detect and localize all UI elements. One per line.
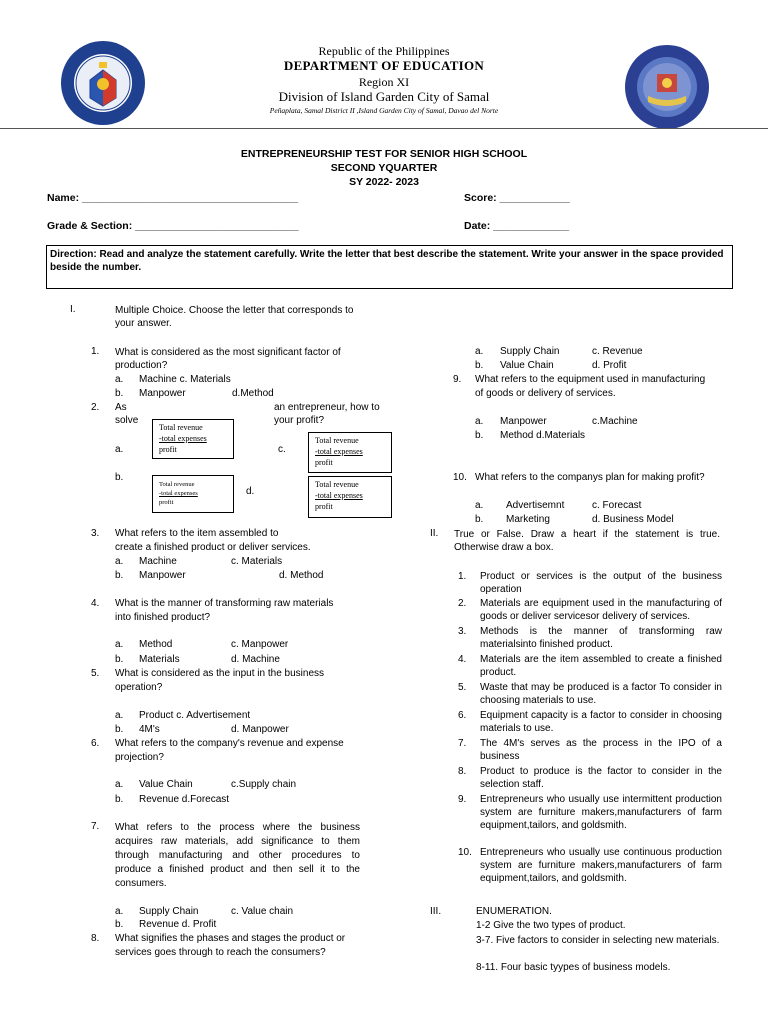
q3-text-line2: create a finished product or deliver services. [115, 542, 311, 553]
box-a-line3: profit [159, 445, 177, 454]
grade-section-field[interactable]: Grade & Section: ____________________________ [47, 220, 299, 232]
q6-b-choice: Revenue d.Forecast [139, 794, 230, 805]
score-field[interactable]: Score: ____________ [464, 192, 570, 204]
division-line: Division of Island Garden City of Samal [278, 89, 490, 104]
part1-instructions: Multiple Choice. Choose the letter that corresponds to your answer. [115, 305, 354, 329]
q4-c-choice: c. Manpower [231, 639, 289, 650]
enum-item-2: 3-7. Five factors to consider in selecting new materials. [476, 935, 720, 946]
q5-a-letter: a. [115, 710, 124, 721]
tf-text: Waste that may be produced is a factor To consider in choosing materials to use. [480, 682, 722, 706]
q7-a-letter: a. [115, 906, 124, 917]
q4-text-line2: into finished product? [115, 612, 211, 623]
tf-text: Materials are the item assembled to create a finished product. [480, 654, 722, 678]
q5-d-choice: d. Manpower [231, 724, 289, 735]
q7-c-choice: c. Value chain [231, 906, 294, 917]
q6-c-choice: c.Supply chain [231, 779, 297, 790]
q2-b-letter: b. [115, 472, 124, 483]
q6-number: 6. [91, 738, 100, 749]
q2-a-letter: a. [115, 444, 124, 455]
box-b-line1: Total revenue [159, 481, 195, 488]
q1-number: 1. [91, 346, 100, 357]
q7-number: 7. [91, 821, 100, 832]
box-c-line3: profit [315, 458, 333, 467]
q4-a-choice: Method [139, 639, 173, 650]
tf-number: 3. [458, 626, 467, 637]
q3-b-choice: Manpower [139, 570, 186, 581]
q2-d-letter: d. [246, 486, 255, 497]
q5-b-choice: 4M's [139, 724, 160, 735]
q1-b-choice: Manpower [139, 388, 186, 399]
tf-number: 4. [458, 654, 467, 665]
box-c-line2: -total expenses [315, 447, 363, 456]
q9-b-choice: Method d.Materials [500, 430, 586, 441]
part2-instructions: True or False. Draw a heart if the statement is true. Otherwise draw a box. [454, 529, 720, 553]
q8-a-letter: a. [475, 346, 484, 357]
tf-text: Methods is the manner of transforming raw materialsinto finished product. [480, 626, 722, 650]
q9-b-letter: b. [475, 430, 484, 441]
q9-text-line1: What refers to the equipment used in manufacturing [475, 374, 706, 385]
q5-number: 5. [91, 668, 100, 679]
q4-b-choice: Materials [139, 654, 180, 665]
q2-box-b [152, 475, 234, 513]
q2-text-end: your profit? [274, 415, 325, 426]
tf-item [458, 737, 722, 765]
tf-number: 1. [458, 571, 467, 582]
q5-text-line1: What is considered as the input in the business [115, 668, 325, 679]
tf-text: Entrepreneurs who usually use continuous production system are furniture makers,manufacturers of farm equipment,tailors, and goldsmith. [480, 847, 722, 884]
q8-c-choice: c. Revenue [592, 346, 643, 357]
tf-text: The 4M's serves as the process in the IPO of a business [480, 738, 722, 762]
box-a-line2: -total expenses [159, 434, 207, 443]
q4-text-line1: What is the manner of transforming raw materials [115, 598, 334, 609]
department-title: DEPARTMENT OF EDUCATION [283, 58, 485, 73]
q2-word-solve: solve [115, 415, 139, 426]
quarter-label: SECOND YQUARTER [330, 162, 438, 174]
tf-number: 7. [458, 738, 467, 749]
q9-a-choice: Manpower [500, 416, 547, 427]
q2-text-part: an entrepreneur, how to [274, 402, 380, 413]
q10-d-choice: d. Business Model [592, 514, 674, 525]
test-title: ENTREPRENEURSHIP TEST FOR SENIOR HIGH SCHOOL [240, 148, 528, 160]
region-line: Region XI [358, 75, 410, 89]
tf-item [458, 625, 722, 653]
q10-b-choice: Marketing [506, 514, 550, 525]
q1-a-letter: a. [115, 374, 124, 385]
tf-text: Product or services is the output of the business operation [480, 571, 722, 595]
q2-word-as: As [115, 402, 127, 413]
q6-a-choice: Value Chain [139, 779, 193, 790]
q5-text-line2: operation? [115, 682, 163, 693]
q2-box-c [308, 432, 392, 473]
tf-item [458, 846, 722, 901]
header-divider [0, 128, 768, 129]
q10-c-choice: c. Forecast [592, 500, 642, 511]
q3-d-choice: d. Method [279, 570, 324, 581]
tf-number: 9. [458, 794, 467, 805]
q9-c-choice: c.Machine [592, 416, 638, 427]
q7-text: What refers to the process where the business acquires raw materials, add significance to them through manufacturing and other procedures to produce a finished product and then sell it to the consumers. [115, 822, 360, 889]
q6-text-line2: projection? [115, 752, 164, 763]
tf-item [458, 765, 722, 793]
q3-a-choice: Machine [139, 556, 177, 567]
box-a-line1: Total revenue [159, 423, 203, 432]
q2-number: 2. [91, 402, 100, 413]
q10-a-letter: a. [475, 500, 484, 511]
deped-seal-logo [60, 40, 146, 126]
q1-b-letter: b. [115, 388, 124, 399]
box-c-line1: Total revenue [315, 436, 359, 445]
q2-box-d [308, 476, 392, 518]
q4-a-letter: a. [115, 639, 124, 650]
tf-text: Product to produce is the factor to consider in the selection staff. [480, 766, 722, 790]
q8-d-choice: d. Profit [592, 360, 627, 371]
tf-item [458, 709, 722, 737]
part3-number: III. [430, 906, 442, 917]
q3-b-letter: b. [115, 570, 124, 581]
tf-number: 2. [458, 598, 467, 609]
q3-c-choice: c. Materials [231, 556, 283, 567]
tf-item [458, 793, 722, 846]
tf-item [458, 570, 722, 597]
q4-b-letter: b. [115, 654, 124, 665]
q9-text-line2: of goods or delivery of services. [475, 388, 616, 399]
box-d-line2: -total expenses [315, 491, 363, 500]
true-false-list [458, 570, 722, 901]
q10-number: 10. [453, 472, 467, 483]
box-b-line3: profit [159, 499, 174, 506]
q8-text-line1: What signifies the phases and stages the product or [115, 933, 346, 944]
tf-number: 8. [458, 766, 467, 777]
part2-number: II. [430, 528, 439, 539]
q7-b-choice: Revenue d. Profit [139, 919, 217, 930]
q8-text-line2: services goes through to reach the consumers? [115, 947, 326, 958]
q10-a-choice: Advertisemnt [506, 500, 565, 511]
tf-text: Materials are equipment used in the manufacturing of goods or deliver servicesor delivery of services. [480, 598, 722, 622]
q1-d-choice: d.Method [232, 388, 274, 399]
tf-number: 6. [458, 710, 467, 721]
part3-title: ENUMERATION. [476, 906, 552, 917]
date-field[interactable]: Date: _____________ [464, 220, 570, 232]
q3-number: 3. [91, 528, 100, 539]
tf-item [458, 653, 722, 681]
direction-box [46, 245, 733, 289]
direction-text: Direction: Read and analyze the statement carefully. Write the letter that best describe the statement. Write your answer in the space provided beside the number. [50, 249, 724, 273]
republic-line: Republic of the Philippines [318, 44, 450, 58]
tf-item [458, 597, 722, 625]
q10-text: What refers to the companys plan for making profit? [475, 472, 705, 483]
school-year: SY 2022- 2023 [349, 176, 419, 188]
division-seal-logo [624, 44, 710, 130]
q4-number: 4. [91, 598, 100, 609]
q5-b-letter: b. [115, 724, 124, 735]
q9-a-letter: a. [475, 416, 484, 427]
box-d-line3: profit [315, 502, 333, 511]
q2-box-a [152, 419, 234, 459]
name-field[interactable]: Name: _____________________________________ [47, 192, 299, 204]
tf-number: 10. [458, 847, 472, 858]
q3-text-line1: What refers to the item assembled to [115, 528, 279, 539]
box-d-line1: Total revenue [315, 480, 359, 489]
q8-number: 8. [91, 933, 100, 944]
q1-text: What is considered as the most significant factor of production? [115, 347, 341, 371]
q6-b-letter: b. [115, 794, 124, 805]
address-line: Peñaplata, Samal District II ,Island Garden City of Samal, Davao del Norte [269, 106, 499, 115]
q8-a-choice: Supply Chain [500, 346, 560, 357]
q9-number: 9. [453, 374, 462, 385]
tf-item [458, 681, 722, 709]
q2-c-letter: c. [278, 444, 286, 455]
q1-a-choice: Machine c. Materials [139, 374, 231, 385]
q6-a-letter: a. [115, 779, 124, 790]
q5-a-choice: Product c. Advertisement [139, 710, 251, 721]
part1-number: I. [70, 304, 76, 315]
q7-b-letter: b. [115, 919, 124, 930]
tf-text: Equipment capacity is a factor to consider in choosing materials to use. [480, 710, 722, 734]
q8-b-choice: Value Chain [500, 360, 554, 371]
q4-d-choice: d. Machine [231, 654, 280, 665]
q7-a-choice: Supply Chain [139, 906, 199, 917]
enum-item-1: 1-2 Give the two types of product. [476, 920, 626, 931]
q6-text-line1: What refers to the company's revenue and expense [115, 738, 344, 749]
box-b-line2: -total expenses [159, 490, 198, 497]
q8-b-letter: b. [475, 360, 484, 371]
enum-item-3: 8-11. Four basic tyypes of business models. [476, 962, 671, 973]
tf-number: 5. [458, 682, 467, 693]
q3-a-letter: a. [115, 556, 124, 567]
tf-text: Entrepreneurs who usually use intermittent production system are furniture makers,manufacturers of farm equipment,tailors, and goldsmith. [480, 794, 722, 831]
q10-b-letter: b. [475, 514, 484, 525]
